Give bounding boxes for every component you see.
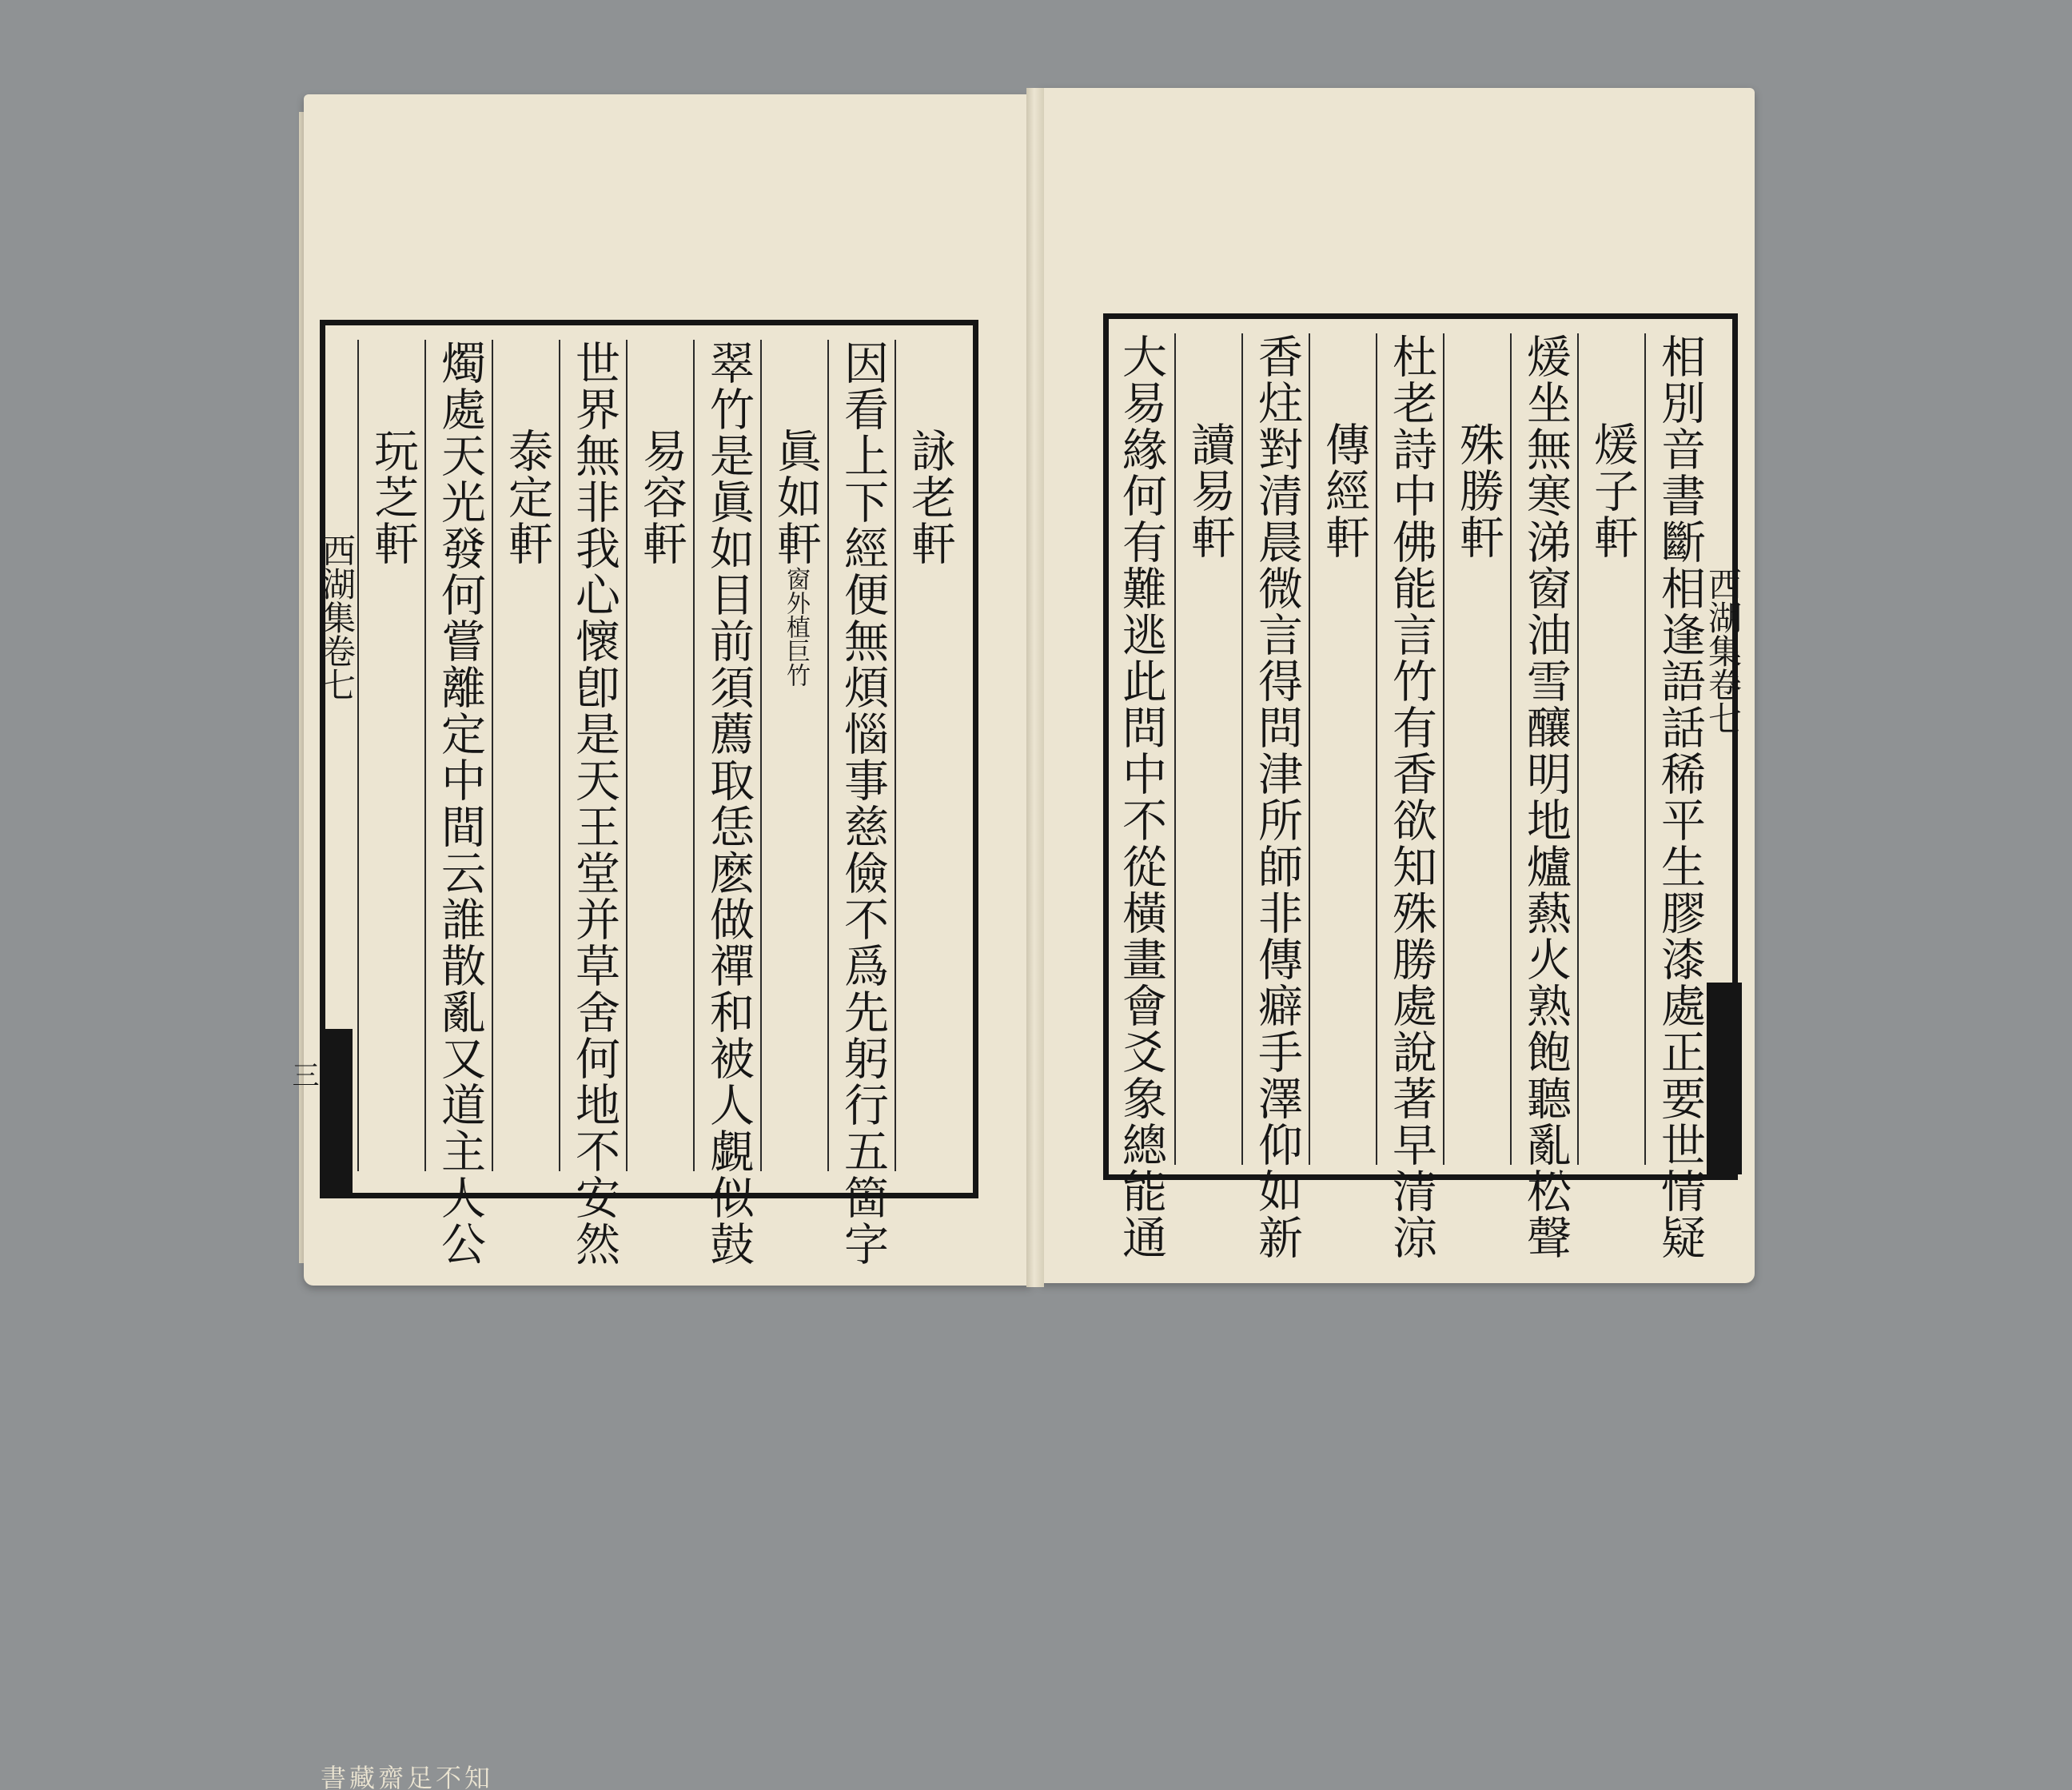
publisher-block	[317, 1029, 491, 1790]
center-column	[1703, 567, 1743, 738]
text-column-5: 易容軒	[626, 340, 695, 1171]
text-column-5: 杜老詩中佛能言竹有香欲知殊勝處說著早清涼	[1376, 333, 1444, 1165]
right-text-frame	[1103, 313, 1743, 1261]
text-column-6: 世界無非我心懷卽是天王堂并草舍何地不安然	[559, 340, 628, 1171]
text-column-8: 燭處天光發何嘗離定中間云誰散亂又道主人公	[424, 340, 493, 1171]
text-column-3	[760, 340, 829, 1171]
text-column-9: 玩芝軒	[357, 340, 426, 1171]
volume-title: 西湖集卷七	[1703, 567, 1743, 735]
text-column-2: 因看上下經便無煩惱事慈儉不爲先躬行五箇字	[827, 340, 896, 1171]
page-number: 三	[287, 1061, 319, 1088]
volume-title: 西湖集卷七	[317, 533, 357, 701]
text-column-4: 翠竹是眞如目前須薦取恁麽做禪和被人覷似鼓	[693, 340, 762, 1171]
text-column-6: 傳經軒	[1309, 333, 1377, 1165]
text-column-8: 讀易軒	[1174, 333, 1243, 1165]
column-annotation: 窗外植巨竹	[782, 567, 810, 687]
book-gutter	[1026, 88, 1044, 1287]
column-heading: 眞如軒	[770, 428, 822, 567]
fish-tail-block	[1707, 983, 1742, 1174]
text-column-7: 泰定軒	[492, 340, 560, 1171]
text-column-2: 煖子軒	[1577, 333, 1646, 1165]
text-column-1: 相別音書斷相逢語話稀平生膠漆處正要世情疑	[1644, 333, 1713, 1165]
text-column-7: 香炷對清晨微言得問津所師非傳癖手澤仰如新	[1241, 333, 1310, 1165]
left-text-frame	[287, 320, 978, 1790]
text-column-3: 煖坐無寒涕窗油雪釀明地爐爇火熟飽聽亂松聲	[1510, 333, 1579, 1165]
center-column	[317, 533, 357, 701]
publisher-name: 知不足齋藏書	[317, 1764, 491, 1790]
text-column-1: 詠老軒	[895, 340, 963, 1171]
text-column-9: 大易緣何有難逃此問中不從橫畫會爻象總能通	[1115, 333, 1167, 1261]
text-column-4: 殊勝軒	[1443, 333, 1512, 1165]
